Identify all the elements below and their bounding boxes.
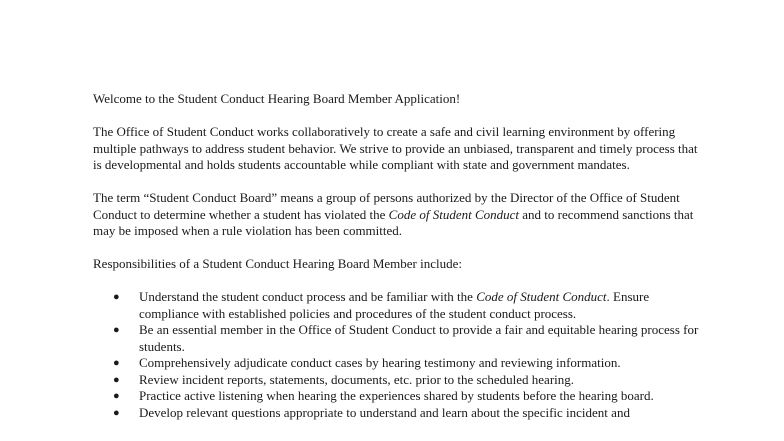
list-item — [93, 355, 699, 372]
list-item — [93, 289, 699, 322]
list-item-text: Be an essential member in the Office of Student Conduct to provide a fair and equitable hearing process for students. — [139, 322, 699, 354]
list-item — [93, 372, 699, 389]
list-item-text: Practice active listening when hearing the experiences shared by students before the hearing board. — [139, 388, 654, 403]
list-item-text: Develop relevant questions appropriate to understand and learn about the specific incident and — [139, 404, 630, 420]
document-page — [93, 91, 699, 421]
list-item-italic: Code of Student Conduct — [476, 289, 607, 304]
bullet-icon: ● — [113, 406, 120, 419]
bullet-icon: ● — [113, 357, 120, 369]
code-of-conduct-title: Code of Student Conduct — [388, 206, 520, 222]
definition-paragraph — [93, 190, 699, 240]
bullet-icon: ● — [113, 291, 120, 303]
list-item — [93, 322, 699, 355]
definition-text-start: The term “Student Conduct Board” means a group of persons authorized by the Director of the Office of Student Conduct to determine whether a student has violated the — [93, 190, 680, 222]
list-item-text-end: . Ensure compliance with established policies and procedures of the student conduct process. — [139, 289, 650, 321]
bullet-icon: ● — [113, 390, 120, 402]
list-item-text: Review incident reports, statements, documents, etc. prior to the scheduled hearing. — [139, 371, 575, 387]
intro-paragraph: The Office of Student Conduct works collaboratively to create a safe and civil learning environment by offering multiple pathways to address student behavior. We strive to provide an unbiased, transparent and timely process that is developmental and holds students accountable while compliant with state and government mandates. — [93, 124, 698, 172]
responsibilities-heading: Responsibilities of a Student Conduct Hearing Board Member include: — [93, 256, 462, 271]
responsibilities-list — [93, 289, 699, 421]
list-item-text: Understand the student conduct process and be familiar with the — [139, 289, 477, 304]
welcome-line: Welcome to the Student Conduct Hearing Board Member Application! — [93, 91, 461, 106]
definition-text-end: and to recommend sanctions that may be imposed when a rule violation has been committed. — [93, 206, 694, 238]
list-item — [93, 405, 699, 422]
list-item-text: Comprehensively adjudicate conduct cases by hearing testimony and reviewing information. — [139, 355, 621, 370]
bullet-icon: ● — [113, 373, 120, 386]
list-item — [93, 388, 699, 405]
bullet-icon: ● — [113, 324, 120, 336]
